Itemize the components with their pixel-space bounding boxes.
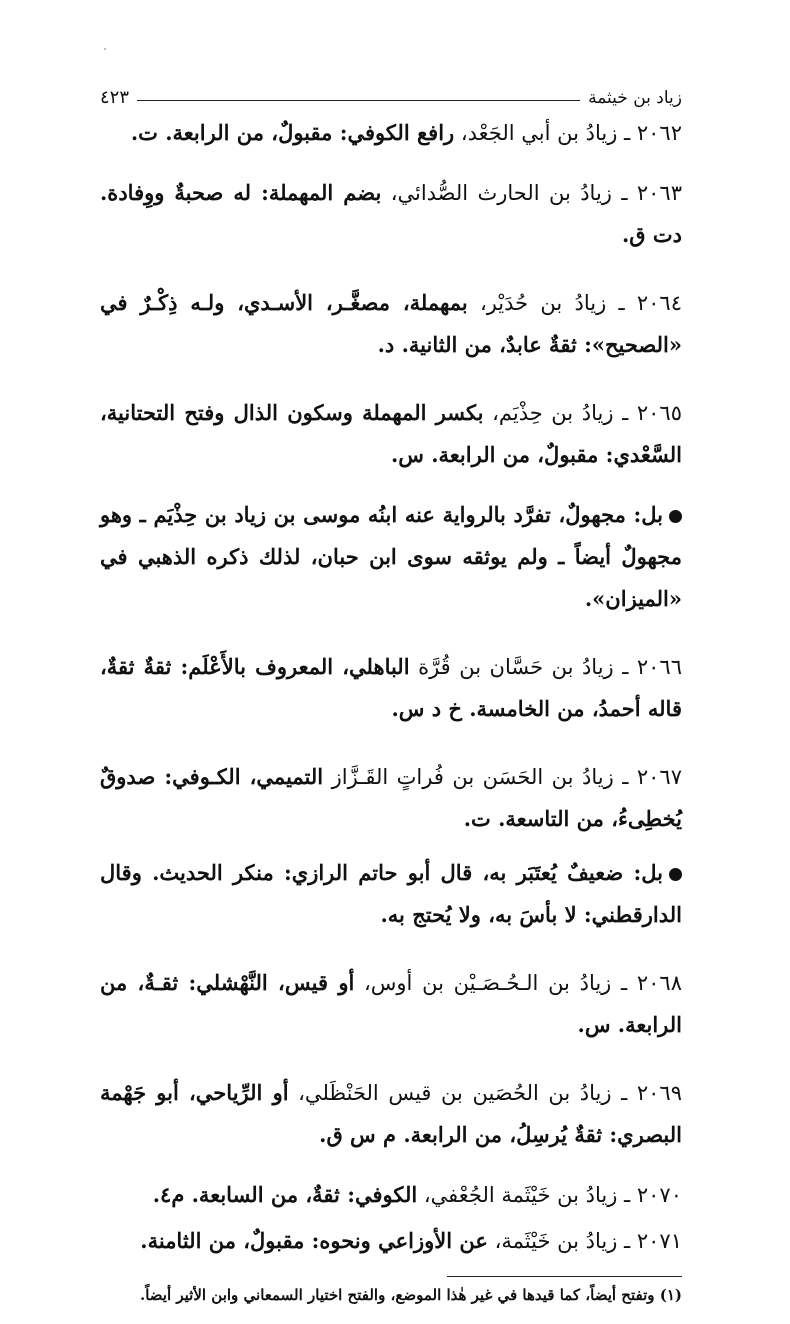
entry-2066: ٢٠٦٦ ـ زيادُ بن حَسَّان بن قُرَّة الباهلي، المعروف بالأَعْلَم: ثقةٌ ثقةٌ، قاله أحمدُ، من الخامسة. خ د س.: [100, 654, 682, 721]
book-page: [100, 78, 682, 1324]
bullet-dot-icon: [669, 868, 682, 881]
entry-2071: ٢٠٧١ ـ زيادُ بن خَيْثَمة، عن الأوزاعي ونحوه: مقبولٌ، من الثامنة.: [140, 1228, 682, 1253]
entry-name: زيادُ بن خَيْثَمة،: [494, 1229, 618, 1253]
entry-number: ٢٠٦٧: [636, 765, 682, 789]
comment-text: بل: ضعيفٌ يُعتَبَر به، قال أبو حاتم الرازي: منكر الحديث. وقال الدارقطني: لا بأسَ به، ولا يُحتج به.: [100, 860, 682, 927]
entry-number: ٢٠٧٠: [636, 1183, 682, 1207]
entry-text: عن الأوزاعي ونحوه: مقبولٌ، من الثامنة.: [140, 1228, 488, 1253]
comment-text: بل: مجهولٌ، تفرَّد بالرواية عنه ابنُه موسى بن زياد بن حِذْيَم ـ وهو مجهولٌ أيضاً ـ ولم يوثقه سوى ابن حبان، لذلك ذكره الذهبي في «الميزان».: [100, 502, 682, 611]
header-rule: [137, 100, 580, 101]
entry-number: ٢٠٦٩: [636, 1081, 682, 1105]
bullet-dot-icon: [669, 510, 682, 523]
entry-text: بكسر المهملة وسكون الذال وفتح التحتانية، السَّعْدي: مقبولٌ، من الرابعة. س.: [100, 400, 682, 467]
entry-name: زيادُ بن حُدَيْر،: [479, 291, 607, 315]
running-title: زياد بن خيثمة: [588, 88, 682, 108]
entry-text: الباهلي، المعروف بالأَعْلَم: ثقةٌ ثقةٌ، قاله أحمدُ، من الخامسة. خ د س.: [100, 654, 682, 721]
entry-name: زيادُ بن أبي الجَعْد،: [460, 121, 618, 145]
entry-text: التميمي، الكـوفي: صدوقٌ يُخطِىءُ، من التاسعة. ت.: [100, 764, 682, 831]
entry-name: زيادُ بن خَيْثَمة الجُعْفي،: [423, 1183, 618, 1207]
entry-2070: ٢٠٧٠ ـ زيادُ بن خَيْثَمة الجُعْفي، الكوفي: ثقةٌ، من السابعة. م٤.: [152, 1182, 682, 1207]
entry-text: بمهملة، مصغَّـر، الأسـدي، ولـه ذِكْـرٌ في «الصحيح»: ثقةٌ عابدٌ، من الثانية. د.: [100, 290, 682, 357]
entry-2069: ٢٠٦٩ ـ زيادُ بن الحُصَين بن قيس الحَنْظَلي، أو الرِّياحي، أبو جَهْمة البصري: ثقةٌ يُرسِلُ، من الرابعة. م س ق.: [100, 1080, 682, 1147]
editor-comment: [100, 494, 682, 620]
entry-number: ٢٠٦٥: [636, 401, 682, 425]
entry-2062: ٢٠٦٢ ـ زيادُ بن أبي الجَعْد، رافع الكوفي: مقبولٌ، من الرابعة. ت.: [130, 120, 682, 145]
entry-number: ٢٠٦٢: [636, 121, 682, 145]
entry-text: أو قيس، النَّهْشلي: ثقـةٌ، من الرابعة. س.: [100, 970, 682, 1037]
running-header: [100, 78, 682, 108]
editor-comment: [100, 852, 682, 936]
scan-speck: [104, 48, 106, 50]
entry-text: رافع الكوفي: مقبولٌ، من الرابعة. ت.: [130, 120, 455, 145]
entry-name: زيادُ بن الحُصَين بن قيس الحَنْظَلي،: [298, 1081, 612, 1105]
entry-text: الكوفي: ثقةٌ، من السابعة. م٤.: [152, 1182, 418, 1207]
entry-name: زيادُ بن حَسَّان بن قُرَّة: [418, 655, 614, 679]
entry-name: زيادُ بن حِذْيَم،: [492, 401, 614, 425]
entry-name: زيادُ بن الحارث الصُّدائي،: [390, 181, 612, 205]
footnote-separator: [447, 1276, 682, 1277]
entry-2065: ٢٠٦٥ ـ زيادُ بن حِذْيَم، بكسر المهملة وسكون الذال وفتح التحتانية، السَّعْدي: مقبولٌ، من الرابعة. س.: [100, 400, 682, 467]
page-number: ٤٢٣: [100, 87, 130, 108]
footnote: (١) وتفتح أيضاً، كما قيدها في غير هٰذا الموضع، والفتح اختيار السمعاني وابن الأثير أيضاً.: [140, 1286, 682, 1304]
entry-number: ٢٠٧١: [636, 1229, 682, 1253]
entry-number: ٢٠٦٦: [636, 655, 682, 679]
entry-name: زيادُ بن الحَسَن بن فُراتٍ القَـزَّاز: [331, 765, 614, 789]
entry-2067: ٢٠٦٧ ـ زيادُ بن الحَسَن بن فُراتٍ القَـزَّاز التميمي، الكـوفي: صدوقٌ يُخطِىءُ، من التاسعة. ت.: [100, 764, 682, 831]
entry-text: أو الرِّياحي، أبو جَهْمة البصري: ثقةٌ يُرسِلُ، من الرابعة. م س ق.: [100, 1080, 682, 1147]
entry-number: ٢٠٦٨: [636, 971, 682, 995]
entry-2064: ٢٠٦٤ ـ زيادُ بن حُدَيْر، بمهملة، مصغَّـر، الأسـدي، ولـه ذِكْـرٌ في «الصحيح»: ثقةٌ عابدٌ، من الثانية. د.: [100, 290, 682, 357]
entry-text: بضم المهملة: له صحبةٌ ووِفادة. دت ق.: [100, 180, 682, 247]
entry-number: ٢٠٦٤: [636, 291, 682, 315]
entry-number: ٢٠٦٣: [636, 181, 682, 205]
entry-name: زيادُ بن الـحُـصَـيْن بن أوس،: [364, 971, 612, 995]
entry-2068: ٢٠٦٨ ـ زيادُ بن الـحُـصَـيْن بن أوس، أو قيس، النَّهْشلي: ثقـةٌ، من الرابعة. س.: [100, 970, 682, 1037]
entry-2063: ٢٠٦٣ ـ زيادُ بن الحارث الصُّدائي، بضم المهملة: له صحبةٌ ووِفادة. دت ق.: [100, 180, 682, 247]
